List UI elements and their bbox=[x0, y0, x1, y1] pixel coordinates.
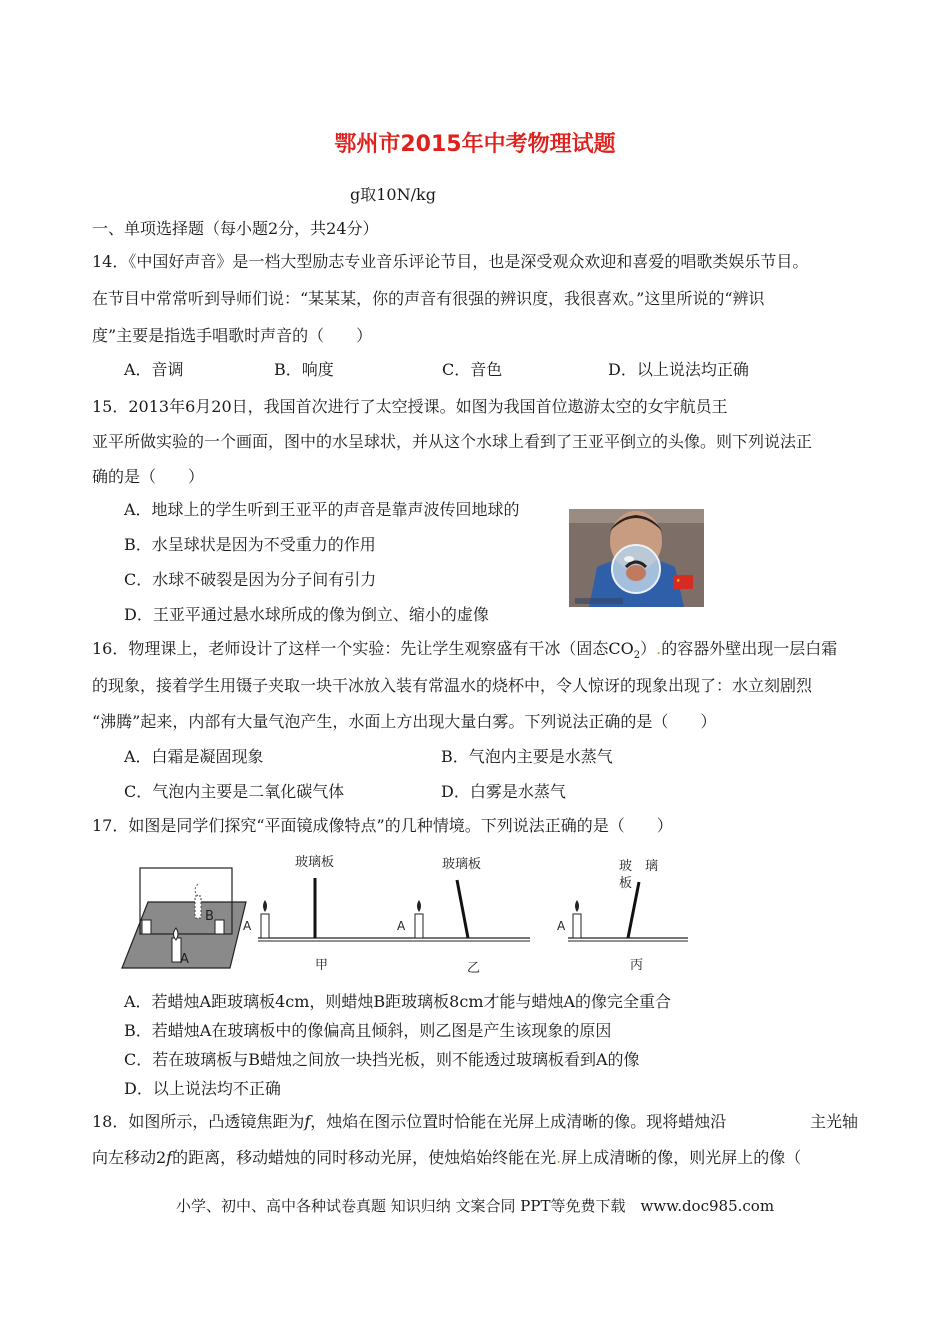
q14-option-a: A．音调 bbox=[124, 360, 184, 379]
q15-option-a: A．地球上的学生听到王亚平的声音是靠声波传回地球的 bbox=[124, 500, 520, 519]
page-footer: 小学、初中、高中各种试卷真题 知识归纳 文案合同 PPT等免费下载 www.doc985.com bbox=[175, 1197, 775, 1215]
fig-label-a-bing: A bbox=[557, 919, 566, 933]
q16-paren: ） bbox=[640, 639, 657, 658]
fig-glass-bing-1: 玻 璃 bbox=[619, 859, 659, 874]
q18-focal-symbol-2: f bbox=[166, 1148, 173, 1167]
q16-option-b: B．气泡内主要是水蒸气 bbox=[441, 747, 613, 766]
q18-line2-text: 向左移动2 bbox=[92, 1148, 167, 1167]
q14-option-b: B．响度 bbox=[274, 360, 334, 379]
diagram-jia bbox=[243, 854, 410, 973]
fig-glass-jia: 玻璃板 bbox=[295, 855, 335, 870]
photo-illustration bbox=[569, 509, 704, 607]
q18-line2-rest: 屏上成清晰的像，则光屏上的像（ bbox=[561, 1148, 802, 1167]
q18-line2-mid: 的距离，移动蜡烛的同时移动光屏，使烛焰始终能在光 bbox=[172, 1148, 557, 1167]
mirror-experiment-figure bbox=[118, 850, 698, 980]
q15-line3: 确的是（ ） bbox=[92, 467, 205, 486]
fig-caption-yi: 乙 bbox=[467, 961, 481, 976]
q15-option-c: C．水球不破裂是因为分子间有引力 bbox=[124, 570, 377, 589]
fig-caption-jia: 甲 bbox=[315, 958, 329, 973]
q16-option-a: A．白霜是凝固现象 bbox=[124, 747, 264, 766]
q15-line1: 15．2013年6月20日，我国首次进行了太空授课。如图为我国首位遨游太空的女宇航员王 bbox=[92, 397, 728, 416]
q16-line1-text: 16．物理课上，老师设计了这样一个实验：先让学生观察盛有干冰（固态CO bbox=[92, 639, 634, 658]
q17-option-b: B．若蜡烛A在玻璃板中的像偏高且倾斜，则乙图是产生该现象的原因 bbox=[124, 1021, 612, 1040]
q18-line1 bbox=[92, 1112, 726, 1132]
q14-option-d: D．以上说法均正确 bbox=[608, 360, 749, 379]
q18-line2 bbox=[92, 1148, 801, 1168]
fig-label-a-jia: A bbox=[243, 919, 252, 933]
fig-label-a-3d: A bbox=[180, 952, 189, 967]
q14-line1: 14．《中国好声音》是一档大型励志专业音乐评论节目，也是深受观众欢迎和喜爱的唱歌类娱乐节目。 bbox=[92, 252, 809, 271]
fig-label-b: B bbox=[205, 909, 214, 924]
q18-line1-rest: ，烛焰在图示位置时恰能在光屏上成清晰的像。现将蜡烛沿 bbox=[310, 1112, 727, 1131]
q16-line1 bbox=[92, 639, 837, 666]
q18-focal-symbol: f bbox=[304, 1112, 311, 1131]
fig-glass-bing-2: 板 bbox=[619, 876, 633, 891]
section-heading: 一、单项选择题（每小题2分，共24分） bbox=[92, 219, 379, 238]
q14-line3: 度”主要是指选手唱歌时声音的（ ） bbox=[92, 326, 373, 345]
q15-option-d: D．王亚平通过悬水球所成的像为倒立、缩小的虚像 bbox=[124, 605, 489, 624]
q16-option-c: C．气泡内主要是二氧化碳气体 bbox=[124, 782, 345, 801]
fig-label-a-yi: A bbox=[397, 919, 406, 933]
q17-option-c: C．若在玻璃板与B蜡烛之间放一块挡光板，则不能透过玻璃板看到A的像 bbox=[124, 1050, 640, 1069]
fig-caption-bing: 丙 bbox=[630, 958, 644, 973]
q16-subscript: 2 bbox=[633, 650, 641, 662]
gravity-note: g取10N/kg bbox=[350, 185, 436, 204]
page-title: 鄂州市2015年中考物理试题 bbox=[334, 132, 616, 157]
svg-text:★: ★ bbox=[676, 578, 681, 584]
q16-line2: 的现象，接着学生用镊子夹取一块干冰放入装有常温水的烧杯中，令人惊讶的现象出现了：水立刻剧烈 bbox=[92, 676, 813, 695]
diagram-yi bbox=[397, 856, 530, 976]
fig-glass-yi: 玻璃板 bbox=[442, 857, 482, 872]
setup-3d-diagram bbox=[122, 868, 246, 968]
q15-line2: 亚平所做实验的一个画面，图中的水呈球状，并从这个水球上看到了王亚平倒立的头像。则下列说法正 bbox=[92, 432, 813, 451]
q18-main-axis: 主光轴 bbox=[810, 1112, 859, 1131]
q18-line1-text: 18．如图所示，凸透镜焦距为 bbox=[92, 1112, 305, 1131]
q14-line2: 在节目中常常听到导师们说：“某某某，你的声音有很强的辨识度，我很喜欢。”这里所说的“辨识 bbox=[92, 289, 765, 308]
q16-dot-mark: . bbox=[656, 639, 662, 658]
q16-line3: “沸腾”起来，内部有大量气泡产生，水面上方出现大量白雾。下列说法正确的是（ ） bbox=[92, 712, 717, 731]
q16-option-d: D．白雾是水蒸气 bbox=[441, 782, 566, 801]
q17-option-d: D．以上说法均不正确 bbox=[124, 1079, 281, 1098]
q17-option-a: A．若蜡烛A距玻璃板4cm，则蜡烛B距玻璃板8cm才能与蜡烛A的像完全重合 bbox=[124, 992, 672, 1011]
q18-dot-mark: . bbox=[556, 1148, 562, 1167]
q15-option-b: B．水呈球状是因为不受重力的作用 bbox=[124, 535, 376, 554]
astronaut-water-ball-photo bbox=[569, 509, 704, 607]
q16-line1-rest: 的容器外壁出现一层白霜 bbox=[661, 639, 838, 658]
q14-option-c: C．音色 bbox=[442, 360, 503, 379]
q17-line1: 17．如图是同学们探究“平面镜成像特点”的几种情境。下列说法正确的是（ ） bbox=[92, 816, 673, 835]
diagram-bing bbox=[557, 858, 688, 973]
